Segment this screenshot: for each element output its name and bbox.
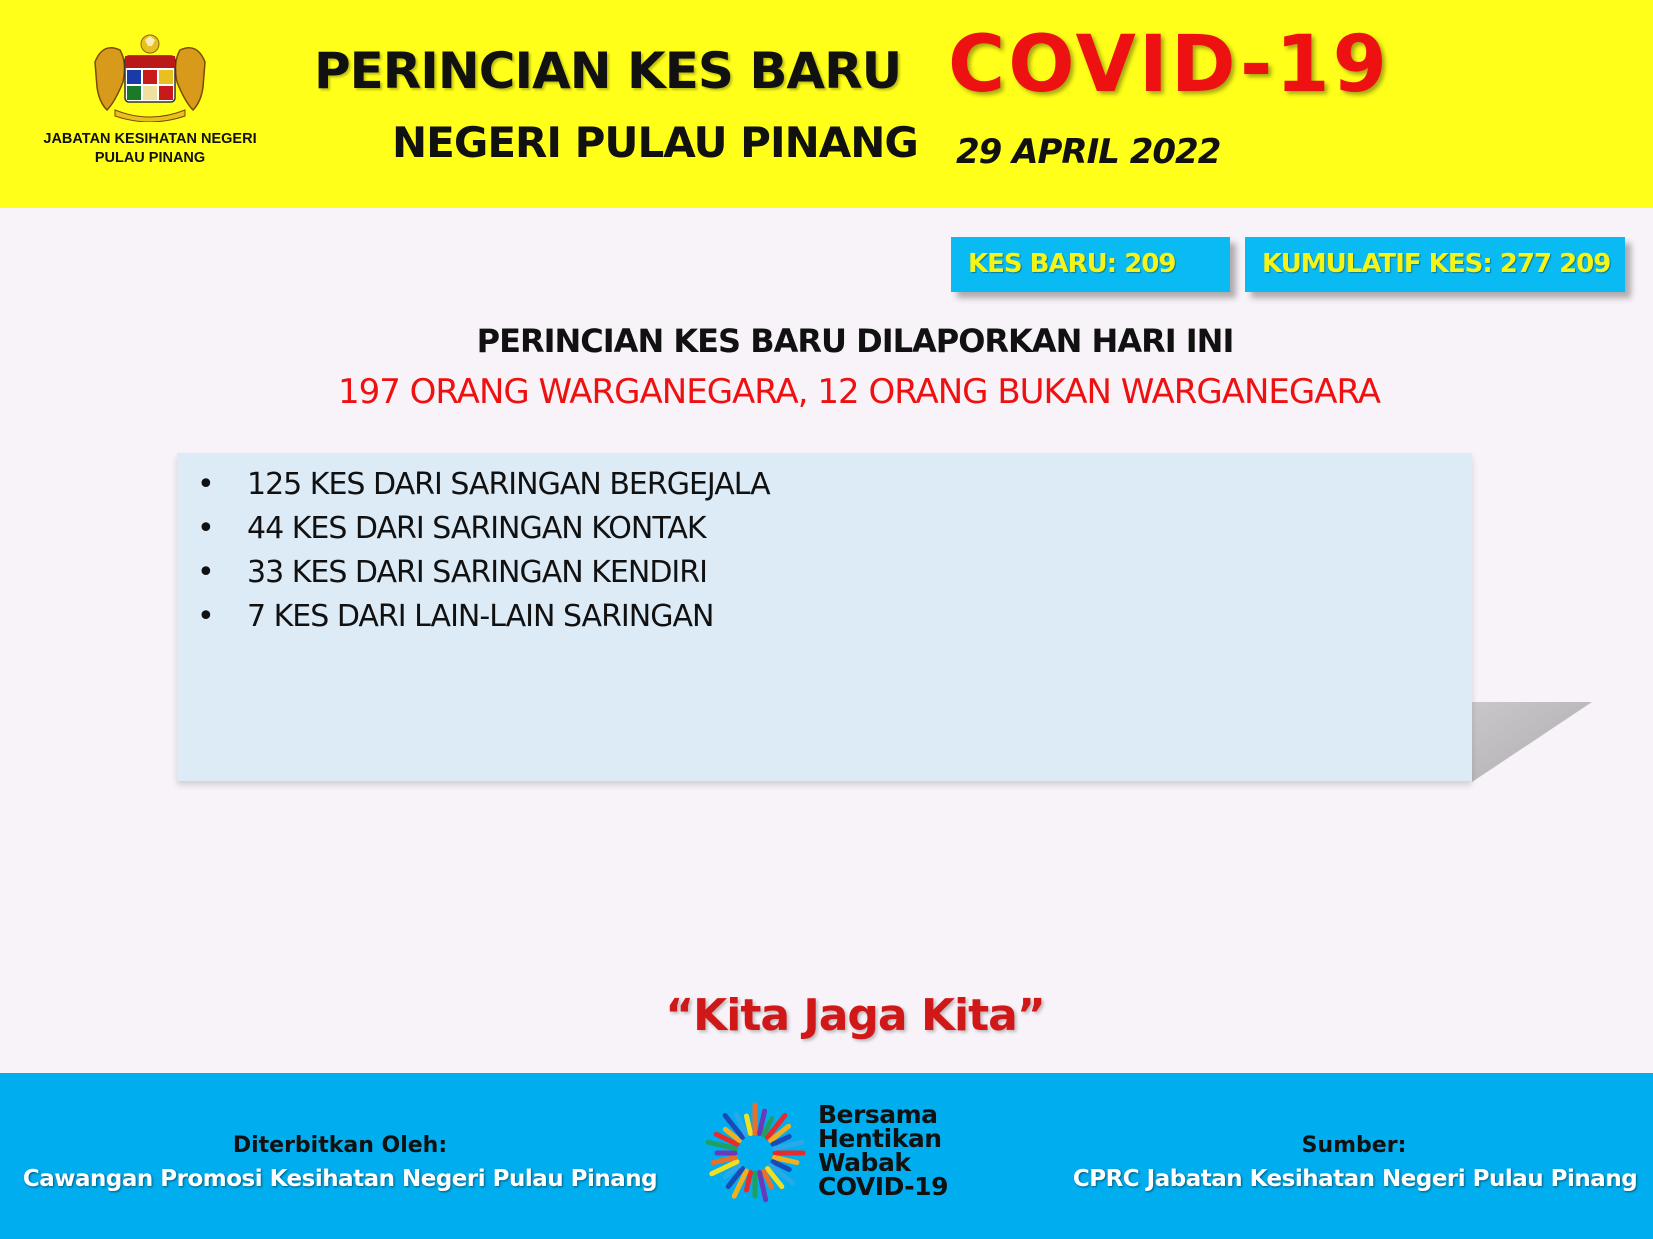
new-cases-badge: KES BARU: 209 [951, 237, 1230, 292]
list-item: • 125 KES DARI SARINGAN BERGEJALA [197, 467, 770, 502]
source-label: Sumber: [1301, 1133, 1407, 1158]
malaysia-coat-of-arms-icon [85, 32, 215, 122]
details-box [177, 453, 1472, 781]
publisher-label: Diterbitkan Oleh: [232, 1133, 448, 1158]
department-line-1: JABATAN KESIHATAN NEGERI [43, 131, 257, 147]
list-item: • 44 KES DARI SARINGAN KONTAK [197, 511, 706, 546]
details-list [177, 453, 1472, 639]
list-item: • 7 KES DARI LAIN-LAIN SARINGAN [197, 599, 714, 634]
motto: “Kita Jaga Kita” [665, 990, 1045, 1041]
header-banner [0, 0, 1653, 208]
page-title: PERINCIAN KES BARU [314, 42, 902, 100]
department-line-2: PULAU PINANG [94, 150, 206, 166]
report-date: 29 APRIL 2022 [956, 132, 1221, 172]
logo-ray [747, 1116, 751, 1134]
citizenship-breakdown: 197 ORANG WARGANEGARA, 12 ORANG BUKAN WARGANEGARA [337, 372, 1381, 412]
publisher-name: Cawangan Promosi Kesihatan Negeri Pulau Pinang [22, 1166, 658, 1192]
source-name: CPRC Jabatan Kesihatan Negeri Pulau Pinang [1072, 1166, 1638, 1192]
list-item: • 33 KES DARI SARINGAN KENDIRI [197, 555, 707, 590]
department-name [20, 130, 280, 168]
cumulative-cases-badge: KUMULATIF KES: 277 209 [1245, 237, 1625, 292]
state-title: NEGERI PULAU PINANG [392, 118, 918, 167]
box-shadow-decoration [1472, 702, 1592, 782]
summary-heading: PERINCIAN KES BARU DILAPORKAN HARI INI [476, 322, 1234, 360]
bersama-hentikan-wabak-logo-icon [700, 1098, 810, 1208]
logo-ray [747, 1173, 751, 1191]
campaign-text: Bersama Hentikan Wabak COVID-19 [818, 1100, 948, 1201]
covid-title: COVID-19 [948, 20, 1390, 110]
